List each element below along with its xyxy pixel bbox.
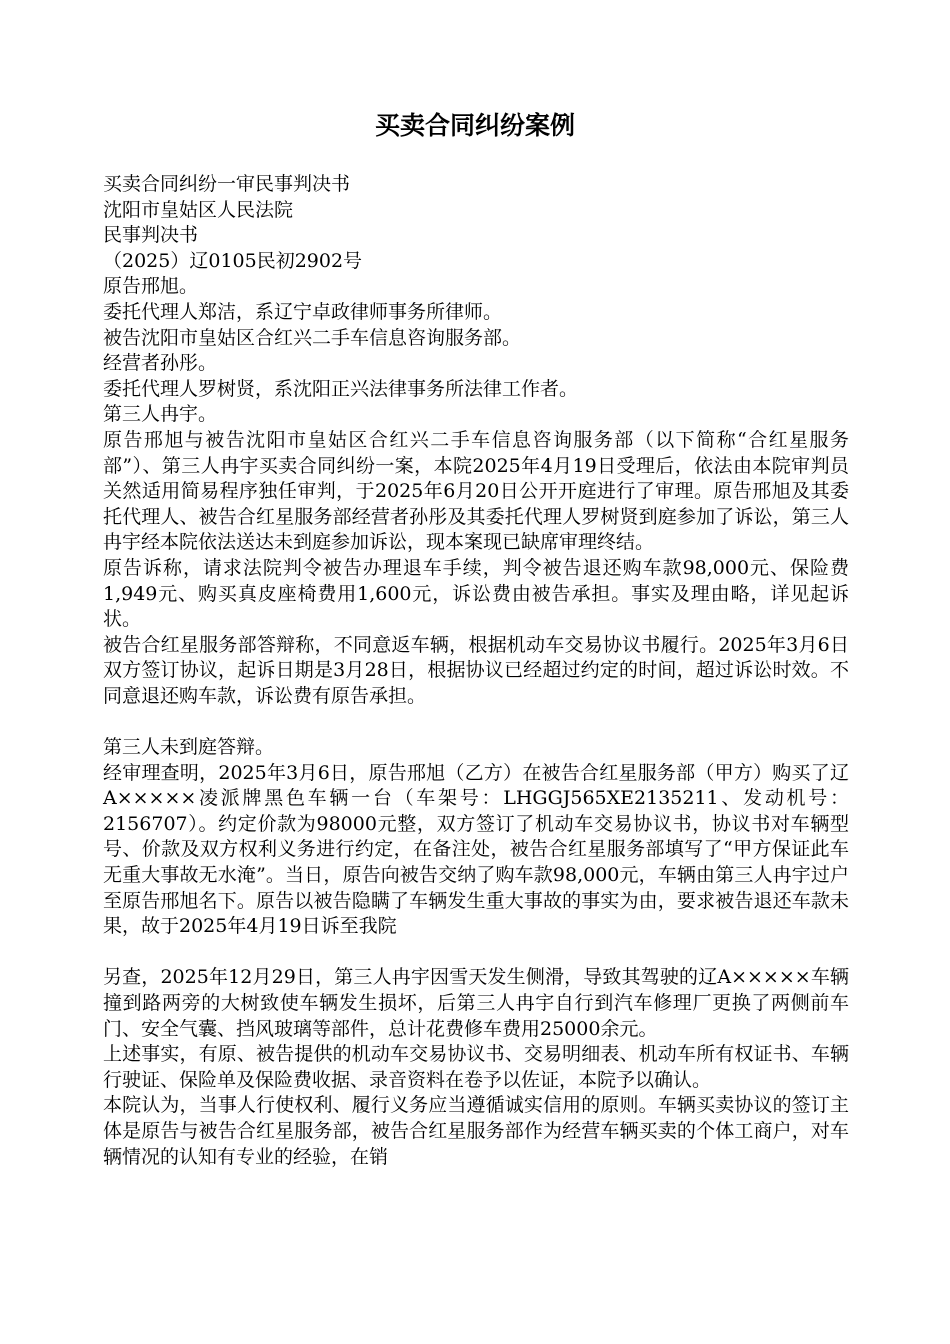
paragraph: 委托代理人罗树贤，系沈阳正兴法律事务所法律工作者。 xyxy=(103,377,579,400)
document-body xyxy=(103,172,849,1170)
paragraph: 上述事实，有原、被告提供的机动车交易协议书、交易明细表、机动车所有权证书、车辆行驶证、保险单及保险费收据、录音资料在卷予以佐证，本院予以确认。 xyxy=(103,1043,849,1091)
paragraph: 沈阳市皇姑区人民法院 xyxy=(103,198,294,221)
paragraph: 被告合红星服务部答辩称，不同意返车辆，根据机动车交易协议书履行。2025年3月6日双方签订协议，起诉日期是3月28日，根据协议已经超过约定的时间，超过诉讼时效。不同意退还购车款，诉讼费有原告承担。 xyxy=(103,633,849,707)
paragraph: 第三人冉宇。 xyxy=(103,403,218,426)
document-title: 买卖合同纠纷案例 xyxy=(374,111,575,140)
paragraph: 原告邢旭与被告沈阳市皇姑区合红兴二手车信息咨询服务部（以下简称“合红星服务部”）、第三人冉宇买卖合同纠纷一案，本院2025年4月19日受理后，依法由本院审判员关然适用简易程序独任审判，于2025年6月20日公开开庭进行了审理。原告邢旭及其委托代理人、被告合红星服务部经营者孙彤及其委托代理人罗树贤到庭参加了诉讼，第三人冉宇经本院依法送达未到庭参加诉讼，现本案现已缺席审理终结。 xyxy=(103,428,849,554)
paragraph: 委托代理人郑洁，系辽宁卓政律师事务所律师。 xyxy=(103,300,503,323)
paragraph: 原告诉称，请求法院判令被告办理退车手续，判令被告退还购车款98,000元、保险费1,949元、购买真皮座椅费用1,600元，诉讼费由被告承担。事实及理由略，详见起诉状。 xyxy=(103,556,849,631)
paragraph: 买卖合同纠纷一审民事判决书 xyxy=(103,173,351,195)
paragraph: 民事判决书 xyxy=(103,224,199,247)
paragraph: 经审理查明，2025年3月6日，原告邢旭（乙方）在被告合红星服务部（甲方）购买了辽A×××××凌派牌黑色车辆一台（车架号：LHGGJ565XE2135211、发动机号：2156707）。约定价款为98000元整，双方签订了机动车交易协议书，协议书对车辆型号、价款及双方权利义务进行约定，在备注处，被告合红星服务部填写了“甲方保证此车无重大事故无水淹”。当日，原告向被告交纳了购车款98,000元，车辆由第三人冉宇过户至原告邢旭名下。原告以被告隐瞒了车辆发生重大事故的事实为由，要求被告退还车款未果，故于2025年4月19日诉至我院 xyxy=(103,761,849,938)
paragraph: 第三人未到庭答辩。 xyxy=(103,736,275,759)
paragraph: 另查，2025年12月29日，第三人冉宇因雪天发生侧滑，导致其驾驶的辽A×××××车辆撞到路两旁的大树致使车辆发生损坏，后第三人冉宇自行到汽车修理厂更换了两侧前车门、安全气囊、挡风玻璃等部件，总计花费修车费用25000余元。 xyxy=(103,966,849,1040)
paragraph: 经营者孙彤。 xyxy=(103,352,218,375)
paragraph: 被告沈阳市皇姑区合红兴二手车信息咨询服务部。 xyxy=(103,326,522,349)
paragraph: 原告邢旭。 xyxy=(103,275,199,298)
paragraph: 本院认为，当事人行使权利、履行义务应当遵循诚实信用的原则。车辆买卖协议的签订主体是原告与被告合红星服务部，被告合红星服务部作为经营车辆买卖的个体工商户，对车辆情况的认知有专业的经验，在销 xyxy=(103,1094,849,1168)
paragraph: （2025）辽0105民初2902号 xyxy=(103,249,363,272)
